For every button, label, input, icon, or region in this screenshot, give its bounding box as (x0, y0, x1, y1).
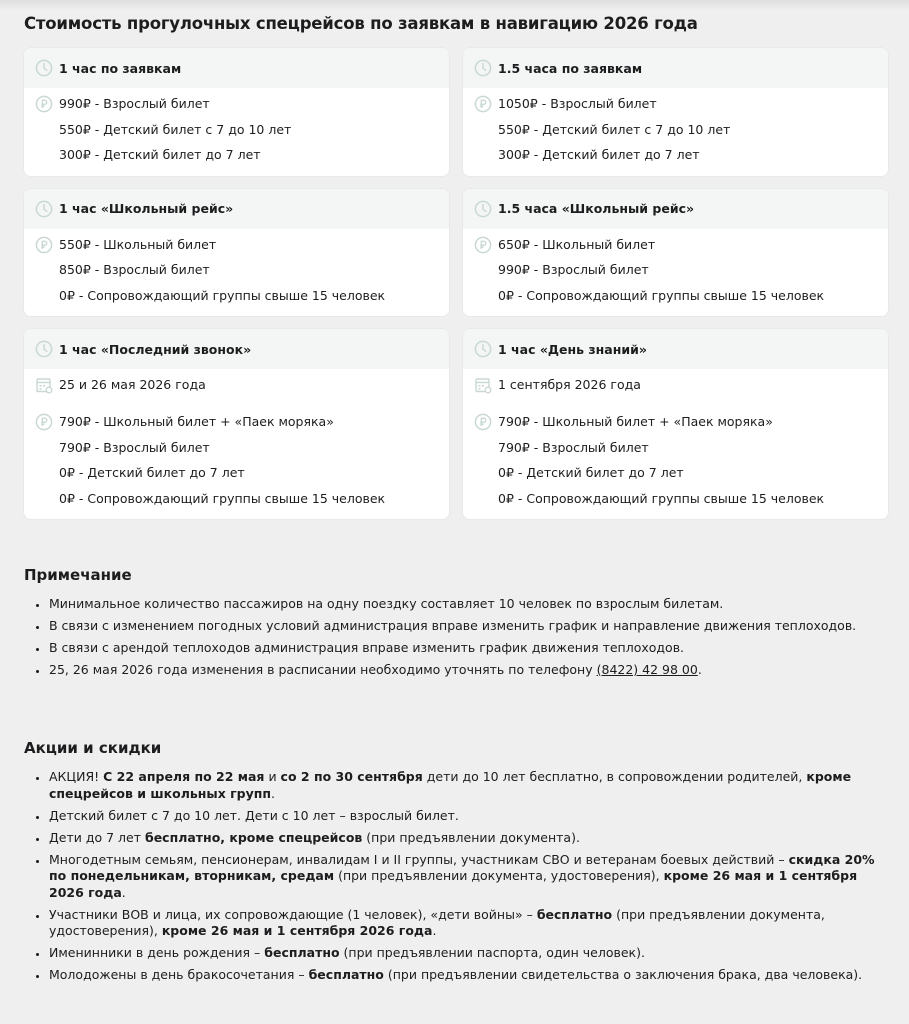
text: дети до 10 лет бесплатно, в сопровождении родителей, (422, 769, 807, 784)
price-cards-grid (24, 48, 888, 519)
notes-title: Примечание (24, 566, 132, 584)
clock-icon (474, 59, 492, 77)
card-title: 1.5 часа по заявкам (498, 60, 643, 76)
card-header (463, 189, 888, 229)
text: Минимальное количество пассажиров на одну поездку составляет 10 человек по взрослым билетам. (49, 596, 724, 611)
top-shadow (0, 0, 909, 10)
text: . (432, 923, 437, 938)
promo-item (49, 852, 889, 902)
price-item: 0₽ - Детский билет до 7 лет (498, 465, 684, 480)
ruble-icon (474, 413, 492, 431)
ruble-icon (35, 95, 53, 113)
promo-item (49, 769, 889, 802)
bold-text: со 2 по 30 сентября (280, 769, 423, 784)
text: (при предъявлении документа, удостоверения), (49, 906, 825, 938)
text: и (264, 769, 281, 784)
bold-text: кроме 26 мая и 1 сентября 2026 года (49, 868, 858, 900)
text: Дети до 7 лет (49, 829, 145, 845)
card-body (24, 229, 449, 317)
bold-text: кроме спецрейсов и школьных групп (49, 769, 852, 801)
prices-row (35, 95, 449, 172)
date-row (35, 376, 449, 401)
price-card (463, 189, 888, 317)
price-list (59, 95, 291, 172)
clock-icon (474, 340, 492, 358)
prices-row (474, 236, 888, 313)
promo-item (49, 830, 889, 847)
card-header (24, 48, 449, 88)
card-header (463, 329, 888, 369)
text: АКЦИЯ! (49, 769, 104, 784)
price-card (463, 329, 888, 519)
price-item: 990₽ - Взрослый билет (59, 96, 210, 111)
bold-text: С 22 апреля по 22 мая (103, 769, 265, 784)
price-item: 0₽ - Сопровождающий группы свыше 15 человек (59, 490, 386, 506)
prices-row (35, 236, 449, 313)
price-item: 790₽ - Взрослый билет (59, 439, 210, 455)
promos-list (24, 769, 889, 989)
ruble-icon (474, 236, 492, 254)
text: Участники ВОВ и лица, их сопровождающие (1 человек), «дети войны» – (49, 906, 537, 922)
ruble-icon (474, 95, 492, 113)
calendar-icon (35, 376, 53, 394)
card-body (24, 88, 449, 176)
price-list (498, 413, 824, 515)
card-body (463, 88, 888, 176)
promo-item (49, 808, 889, 825)
card-body (463, 369, 888, 519)
card-title: 1 час «Школьный рейс» (59, 201, 234, 216)
price-item: 0₽ - Сопровождающий группы свыше 15 человек (59, 287, 386, 303)
calendar-icon (474, 376, 492, 394)
note-item (49, 596, 889, 613)
text: . (121, 884, 126, 900)
prices-row (474, 95, 888, 172)
prices-row (35, 413, 449, 515)
bold-text: бесплатно (536, 906, 613, 922)
price-item: 790₽ - Школьный билет + «Паек моряка» (59, 414, 334, 429)
card-title: 1.5 часа «Школьный рейс» (498, 201, 695, 216)
text: (при предъявлении паспорта, один человек). (339, 945, 645, 960)
card-header (24, 189, 449, 229)
event-date: 1 сентября 2026 года (498, 377, 641, 392)
price-card (24, 189, 449, 317)
price-card (24, 329, 449, 519)
card-title: 1 час «Последний звонок» (59, 341, 252, 357)
text: (при предъявлении документа, удостоверения), (334, 868, 664, 883)
price-card (24, 48, 449, 176)
price-item: 0₽ - Сопровождающий группы свыше 15 человек (498, 287, 825, 303)
prices-row (474, 413, 888, 515)
card-title: 1 час «День знаний» (498, 341, 647, 357)
text: В связи с изменением погодных условий администрация вправе изменить график и направление движения теплоходов. (49, 618, 857, 633)
bold-text: кроме 26 мая и 1 сентября 2026 года (161, 923, 433, 938)
price-item: 790₽ - Взрослый билет (498, 439, 649, 455)
text: (при предъявлении документа). (362, 829, 580, 845)
text: В связи с арендой теплоходов администрация вправе изменить график движения теплоходов. (49, 640, 685, 655)
price-item: 550₽ - Детский билет с 7 до 10 лет (498, 121, 731, 137)
text: 25, 26 мая 2026 года изменения в расписании необходимо уточнять по телефону (49, 662, 597, 677)
card-body (24, 369, 449, 519)
price-item: 300₽ - Детский билет до 7 лет (59, 147, 261, 162)
price-item: 550₽ - Детский билет с 7 до 10 лет (59, 121, 292, 137)
ruble-icon (35, 413, 53, 431)
price-item: 300₽ - Детский билет до 7 лет (498, 147, 700, 162)
text: . (271, 785, 275, 801)
notes-list (24, 596, 889, 684)
clock-icon (35, 200, 53, 218)
date-row (474, 376, 888, 401)
price-item: 790₽ - Школьный билет + «Паек моряка» (498, 414, 773, 429)
text: Молодожены в день бракосочетания – (49, 967, 309, 982)
price-item: 990₽ - Взрослый билет (498, 262, 649, 277)
event-date: 25 и 26 мая 2026 года (59, 377, 206, 392)
clock-icon (35, 59, 53, 77)
card-header (463, 48, 888, 88)
price-card (463, 48, 888, 176)
page-title: Стоимость прогулочных спецрейсов по заявкам в навигацию 2026 года (24, 14, 698, 33)
bold-text: скидка 20% по понедельникам, вторникам, средам (49, 851, 875, 883)
card-body (463, 229, 888, 317)
date-lines (59, 376, 206, 401)
price-list (498, 95, 730, 172)
card-title: 1 час по заявкам (59, 60, 182, 76)
price-list (59, 413, 385, 515)
bold-text: бесплатно, кроме спецрейсов (144, 829, 363, 845)
text: Детский билет с 7 до 10 лет. Дети с 10 лет – взрослый билет. (49, 807, 459, 823)
text: Многодетным семьям, пенсионерам, инвалидам I и II группы, участникам СВО и ветеранам боевых действий – (49, 851, 789, 867)
price-item: 0₽ - Детский билет до 7 лет (59, 465, 245, 480)
promo-item (49, 907, 889, 940)
text: (при предъявлении свидетельства о заключения брака, два человека). (383, 967, 863, 982)
price-list (59, 236, 385, 313)
price-list (498, 236, 824, 313)
price-item: 550₽ - Школьный билет (59, 236, 217, 252)
promo-item (49, 967, 889, 984)
price-item: 850₽ - Взрослый билет (59, 262, 210, 277)
bold-text: бесплатно (308, 967, 384, 982)
price-item: 650₽ - Школьный билет (498, 236, 656, 252)
price-item: 1050₽ - Взрослый билет (498, 96, 657, 111)
date-lines (498, 376, 641, 401)
note-item (49, 640, 889, 657)
text: . (697, 662, 702, 677)
card-header (24, 329, 449, 369)
promo-item (49, 945, 889, 962)
clock-icon (474, 200, 492, 218)
bold-text: бесплатно (264, 945, 340, 960)
clock-icon (35, 340, 53, 358)
phone-link[interactable]: (8422) 42 98 00 (596, 662, 698, 677)
note-item (49, 618, 889, 635)
promos-title: Акции и скидки (24, 739, 162, 757)
text: Именинники в день рождения – (49, 945, 265, 960)
price-item: 0₽ - Сопровождающий группы свыше 15 человек (498, 490, 825, 506)
ruble-icon (35, 236, 53, 254)
note-item (49, 662, 889, 679)
